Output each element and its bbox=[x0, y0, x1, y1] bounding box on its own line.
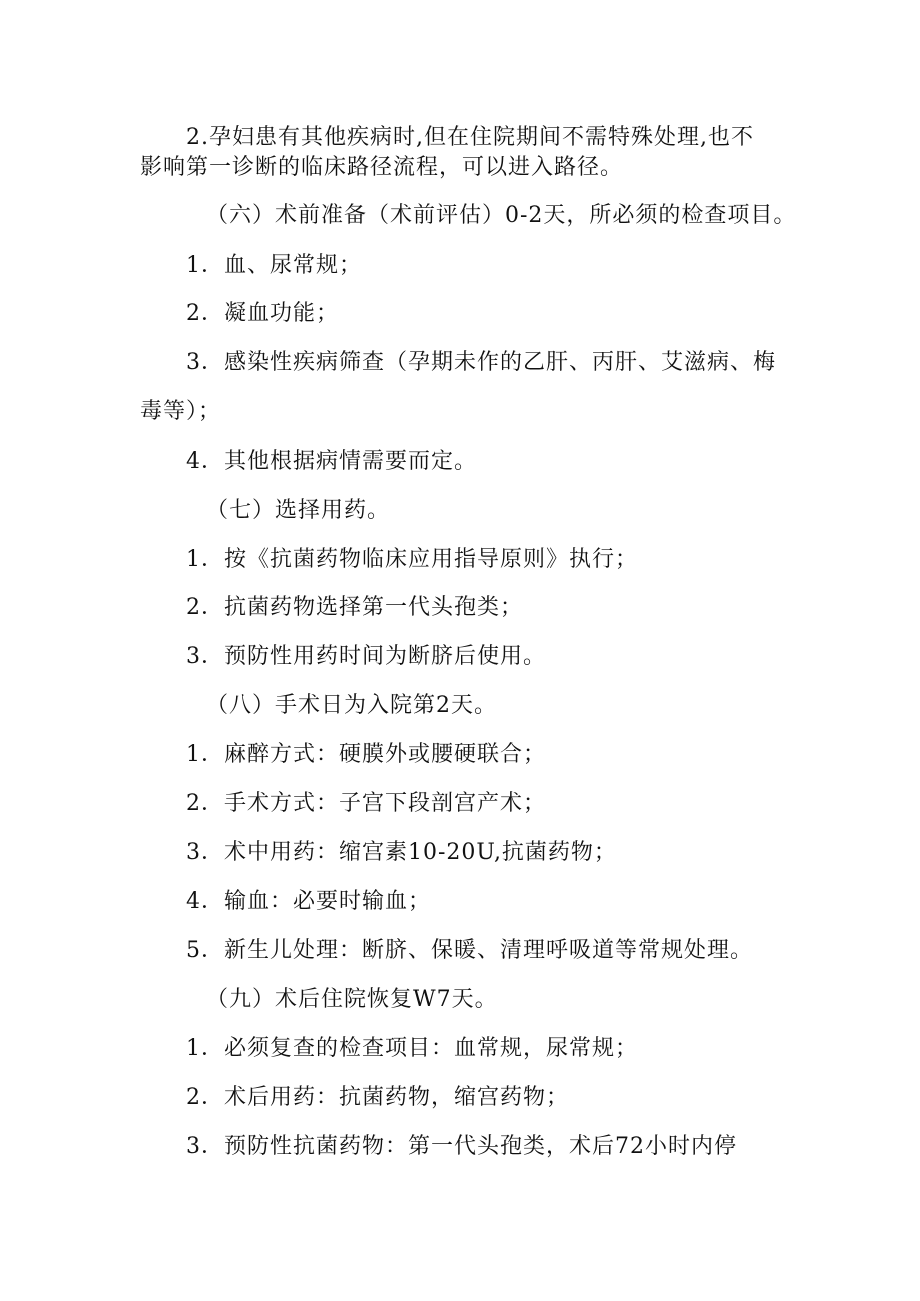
list-item: 2．手术方式：子宫下段剖宫产术； bbox=[186, 791, 546, 816]
list-item: 3．预防性抗菌药物：第一代头孢类，术后72小时内停 bbox=[186, 1134, 737, 1159]
section-heading-9: （九）术后住院恢复W7天。 bbox=[206, 987, 498, 1012]
list-item: 2．术后用药：抗菌药物，缩宫药物； bbox=[186, 1085, 569, 1110]
list-item: 3．术中用药：缩宫素10-20U,抗菌药物； bbox=[186, 840, 617, 865]
list-item: 2．凝血功能； bbox=[186, 301, 339, 326]
list-item-continuation: 毒等）； bbox=[140, 399, 222, 424]
list-item: 3．预防性用药时间为断脐后使用。 bbox=[186, 644, 546, 669]
list-item: 3．感染性疾病筛查（孕期未作的乙肝、丙肝、艾滋病、梅 bbox=[186, 350, 776, 375]
paragraph-line: 影响第一诊断的临床路径流程，可以进入路径。 bbox=[140, 155, 624, 180]
list-item: 1．血、尿常规； bbox=[186, 253, 362, 278]
section-heading-7: （七）选择用药。 bbox=[206, 498, 391, 523]
list-item: 5．新生儿处理：断脐、保暖、清理呼吸道等常规处理。 bbox=[186, 938, 753, 963]
list-item: 4．其他根据病情需要而定。 bbox=[186, 449, 477, 474]
list-item: 1．必须复查的检查项目：血常规，尿常规； bbox=[186, 1036, 638, 1061]
list-item: 1．麻醉方式：硬膜外或腰硬联合； bbox=[186, 742, 546, 767]
list-item: 2．抗菌药物选择第一代头孢类； bbox=[186, 595, 523, 620]
section-heading-8: （八）手术日为入院第2天。 bbox=[206, 693, 497, 718]
list-item: 4．输血：必要时输血； bbox=[186, 889, 431, 914]
section-heading-6: （六）术前准备（术前评估）0-2天，所必须的检查项目。 bbox=[206, 203, 797, 228]
paragraph-line: 2.孕妇患有其他疾病时,但在住院期间不需特殊处理,也不 bbox=[186, 125, 754, 150]
list-item: 1．按《抗菌药物临床应用指导原则》执行； bbox=[186, 547, 638, 572]
